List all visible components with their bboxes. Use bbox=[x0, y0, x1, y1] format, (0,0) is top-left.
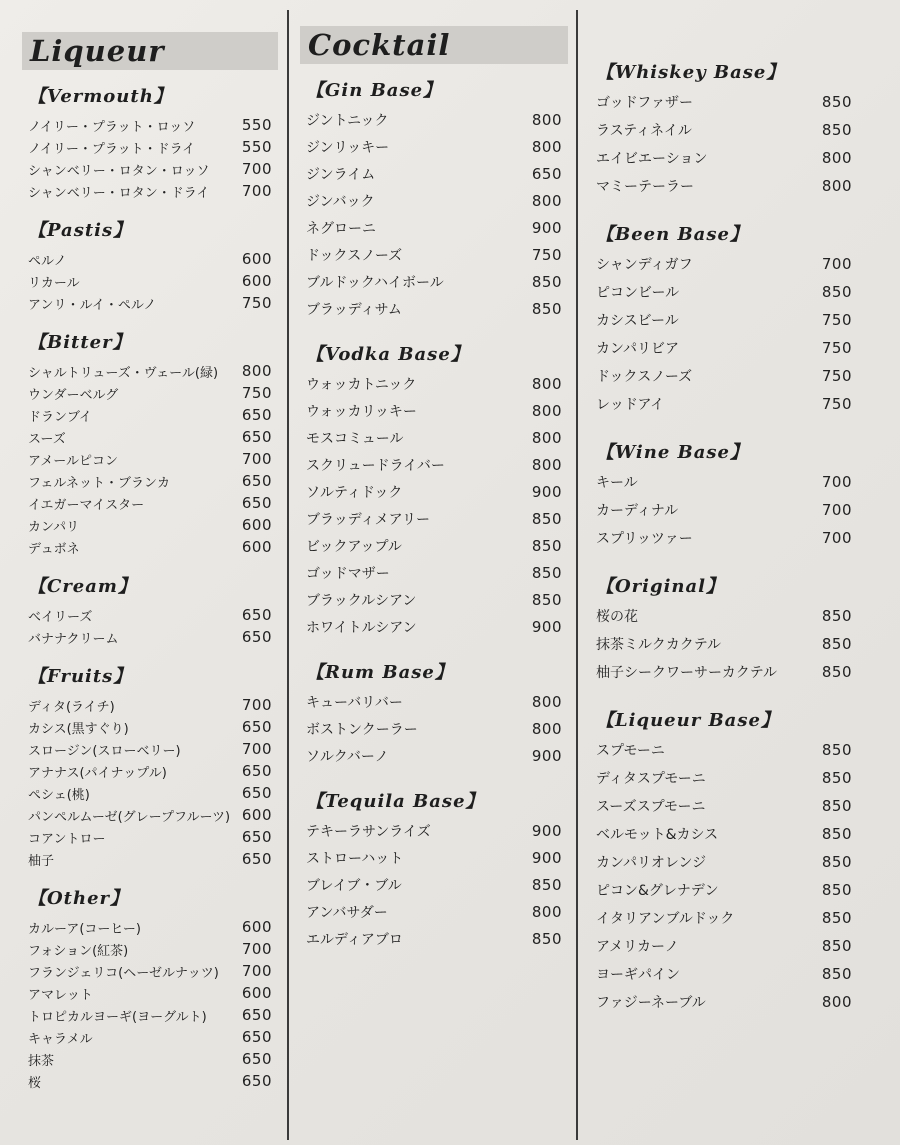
item-name: スプリッツァー bbox=[596, 531, 693, 547]
item-price: 850 bbox=[821, 965, 852, 983]
item-price: 650 bbox=[241, 828, 272, 846]
menu-item bbox=[28, 248, 278, 270]
cocktail-column-continued bbox=[596, 0, 866, 1036]
menu-item bbox=[306, 613, 568, 640]
section-heading: 【Rum Base】 bbox=[306, 662, 454, 683]
item-price: 900 bbox=[531, 218, 562, 237]
item-price: 850 bbox=[821, 881, 852, 899]
item-price: 850 bbox=[821, 635, 852, 653]
menu-item bbox=[596, 764, 866, 792]
item-price: 800 bbox=[531, 719, 562, 738]
item-name: ファジーネーブル bbox=[596, 995, 706, 1011]
menu-item bbox=[306, 214, 568, 241]
item-name: 桜の花 bbox=[596, 609, 638, 625]
item-price: 650 bbox=[241, 1072, 272, 1090]
menu-item bbox=[28, 804, 278, 826]
item-name: フェルネット・ブランカ bbox=[28, 475, 170, 491]
item-price: 750 bbox=[821, 395, 852, 413]
item-price: 850 bbox=[531, 875, 562, 894]
menu-item bbox=[596, 172, 866, 200]
item-price: 800 bbox=[531, 191, 562, 210]
section-heading: 【Liqueur Base】 bbox=[596, 710, 780, 731]
cocktail-column bbox=[306, 0, 568, 970]
menu-item bbox=[28, 360, 278, 382]
item-name: シャルトリューズ・ヴェール(緑) bbox=[28, 365, 219, 381]
item-price: 650 bbox=[241, 762, 272, 780]
menu-section bbox=[306, 340, 568, 640]
menu-section bbox=[596, 220, 866, 418]
item-price: 850 bbox=[531, 536, 562, 555]
item-price: 650 bbox=[241, 628, 272, 646]
item-price: 800 bbox=[241, 362, 272, 380]
item-name: マミーテーラー bbox=[596, 179, 694, 195]
section-heading: 【Other】 bbox=[28, 888, 130, 909]
menu-item bbox=[28, 180, 278, 202]
section-heading: 【Bitter】 bbox=[28, 332, 132, 353]
item-price: 700 bbox=[241, 160, 272, 178]
item-name: カンパリオレンジ bbox=[596, 855, 707, 871]
item-name: デュボネ bbox=[28, 541, 80, 557]
menu-item bbox=[306, 187, 568, 214]
menu-item bbox=[596, 250, 866, 278]
menu-item bbox=[306, 160, 568, 187]
item-name: スクリュードライバー bbox=[306, 457, 445, 474]
menu-item bbox=[306, 268, 568, 295]
item-name: 抹茶 bbox=[28, 1053, 55, 1069]
item-name: アマレット bbox=[28, 987, 93, 1003]
item-name: パンペルムーゼ(グレープフルーツ) bbox=[28, 809, 231, 825]
item-price: 750 bbox=[821, 339, 852, 357]
item-name: アンバサダー bbox=[306, 904, 388, 921]
section-heading: 【Been Base】 bbox=[596, 224, 749, 245]
item-name: ノイリー・プラット・ドライ bbox=[28, 141, 196, 157]
item-price: 650 bbox=[241, 428, 272, 446]
item-name: ピコンビール bbox=[596, 285, 680, 301]
column-divider-2 bbox=[576, 10, 578, 1140]
item-name: カシスビール bbox=[596, 313, 679, 329]
section-heading: 【Tequila Base】 bbox=[306, 791, 485, 812]
item-name: カンパリ bbox=[28, 519, 80, 535]
menu-item bbox=[28, 404, 278, 426]
section-heading: 【Original】 bbox=[596, 576, 726, 597]
item-name: ディタ(ライチ) bbox=[28, 699, 115, 715]
item-price: 850 bbox=[821, 663, 852, 681]
item-price: 600 bbox=[241, 272, 272, 290]
item-price: 800 bbox=[821, 993, 852, 1011]
item-name: テキーラサンライズ bbox=[306, 823, 431, 840]
menu-item bbox=[28, 826, 278, 848]
menu-item bbox=[28, 158, 278, 180]
item-price: 750 bbox=[531, 245, 562, 264]
item-name: エルディアブロ bbox=[306, 931, 403, 948]
item-price: 650 bbox=[241, 472, 272, 490]
menu-item bbox=[596, 988, 866, 1016]
item-price: 650 bbox=[241, 784, 272, 802]
item-name: ドランブイ bbox=[28, 409, 92, 425]
section-heading: 【Pastis】 bbox=[28, 220, 133, 241]
menu-item bbox=[306, 844, 568, 871]
menu-item bbox=[28, 694, 278, 716]
menu-section bbox=[596, 58, 866, 200]
item-name: アメリカーノ bbox=[596, 939, 679, 955]
item-name: ブルドックハイボール bbox=[306, 274, 444, 291]
item-price: 650 bbox=[241, 406, 272, 424]
menu-item bbox=[306, 925, 568, 952]
menu-item bbox=[596, 496, 866, 524]
menu-item bbox=[596, 960, 866, 988]
menu-item bbox=[306, 559, 568, 586]
menu-item bbox=[596, 736, 866, 764]
item-name: ブレイブ・ブル bbox=[306, 877, 402, 894]
item-price: 850 bbox=[531, 509, 562, 528]
item-name: フランジェリコ(ヘーゼルナッツ) bbox=[28, 965, 219, 981]
menu-item bbox=[306, 241, 568, 268]
menu-item bbox=[596, 306, 866, 334]
item-name: コアントロー bbox=[28, 831, 106, 847]
menu-item bbox=[596, 792, 866, 820]
item-price: 900 bbox=[531, 746, 562, 765]
item-price: 850 bbox=[531, 563, 562, 582]
column-divider-1 bbox=[287, 10, 289, 1140]
item-name: ドックスノーズ bbox=[306, 247, 403, 264]
item-price: 800 bbox=[531, 137, 562, 156]
item-price: 850 bbox=[821, 797, 852, 815]
menu-section bbox=[28, 216, 278, 314]
menu-item bbox=[596, 630, 866, 658]
menu-item bbox=[306, 688, 568, 715]
item-price: 800 bbox=[821, 177, 852, 195]
item-name: ボストンクーラー bbox=[306, 721, 418, 738]
item-price: 850 bbox=[821, 741, 852, 759]
item-price: 600 bbox=[241, 538, 272, 556]
menu-item bbox=[28, 916, 278, 938]
item-name: イタリアンブルドック bbox=[596, 911, 735, 927]
item-price: 700 bbox=[241, 740, 272, 758]
menu-item bbox=[28, 448, 278, 470]
item-name: イエガーマイスター bbox=[28, 497, 145, 513]
menu-section bbox=[596, 572, 866, 686]
menu-item bbox=[306, 106, 568, 133]
item-name: ネグローニ bbox=[306, 220, 376, 237]
item-name: ジントニック bbox=[306, 112, 389, 129]
item-name: シャンベリー・ロタン・ドライ bbox=[28, 185, 210, 201]
item-price: 650 bbox=[241, 1006, 272, 1024]
item-name: ブラッディメアリー bbox=[306, 511, 431, 528]
item-price: 550 bbox=[241, 116, 272, 134]
menu-item bbox=[596, 468, 866, 496]
menu-item bbox=[28, 492, 278, 514]
item-price: 800 bbox=[531, 374, 562, 393]
item-price: 850 bbox=[821, 769, 852, 787]
item-price: 650 bbox=[241, 1028, 272, 1046]
item-name: ジンリッキー bbox=[306, 139, 390, 156]
menu-item bbox=[28, 604, 278, 626]
menu-item bbox=[596, 602, 866, 630]
item-price: 750 bbox=[241, 294, 272, 312]
menu-item bbox=[596, 876, 866, 904]
menu-item bbox=[306, 478, 568, 505]
item-name: アメールピコン bbox=[28, 453, 118, 469]
menu-item bbox=[306, 586, 568, 613]
item-name: 抹茶ミルクカクテル bbox=[596, 637, 722, 653]
item-name: アンリ・ルイ・ペルノ bbox=[28, 297, 157, 313]
menu-item bbox=[28, 1026, 278, 1048]
item-price: 850 bbox=[531, 299, 562, 318]
item-name: カーディナル bbox=[596, 503, 679, 519]
menu-section bbox=[306, 787, 568, 952]
item-price: 850 bbox=[821, 853, 852, 871]
item-name: シャンディガフ bbox=[596, 257, 693, 273]
item-price: 850 bbox=[821, 825, 852, 843]
item-price: 850 bbox=[531, 272, 562, 291]
menu-item bbox=[306, 451, 568, 478]
menu-item bbox=[306, 424, 568, 451]
item-price: 850 bbox=[821, 283, 852, 301]
item-name: スーズ bbox=[28, 431, 66, 447]
item-name: スーズスプモーニ bbox=[596, 799, 706, 815]
menu-item bbox=[28, 1048, 278, 1070]
item-name: ベルモット&カシス bbox=[596, 827, 719, 843]
item-price: 600 bbox=[241, 806, 272, 824]
menu-section bbox=[28, 328, 278, 558]
section-heading: 【Whiskey Base】 bbox=[596, 62, 786, 83]
liqueur-title: Liqueur bbox=[22, 32, 278, 70]
menu-item bbox=[596, 658, 866, 686]
menu-item bbox=[28, 716, 278, 738]
menu-item bbox=[28, 1004, 278, 1026]
item-price: 900 bbox=[531, 821, 562, 840]
item-price: 800 bbox=[531, 692, 562, 711]
item-name: ゴッドファザー bbox=[596, 95, 694, 111]
menu-item bbox=[28, 782, 278, 804]
item-price: 700 bbox=[241, 962, 272, 980]
menu-section bbox=[596, 706, 866, 1016]
item-name: ベイリーズ bbox=[28, 609, 93, 625]
item-price: 600 bbox=[241, 516, 272, 534]
item-price: 750 bbox=[821, 367, 852, 385]
item-price: 800 bbox=[531, 902, 562, 921]
item-name: モスコミュール bbox=[306, 430, 404, 447]
item-name: キャラメル bbox=[28, 1031, 93, 1047]
item-name: ゴッドマザー bbox=[306, 565, 390, 582]
item-name: ソルクバーノ bbox=[306, 748, 389, 765]
item-price: 700 bbox=[821, 501, 852, 519]
section-heading: 【Cream】 bbox=[28, 576, 137, 597]
item-name: カシス(黒すぐり) bbox=[28, 721, 129, 737]
menu-item bbox=[28, 960, 278, 982]
menu-item bbox=[28, 292, 278, 314]
liqueur-column bbox=[28, 0, 278, 1106]
menu-section bbox=[306, 76, 568, 322]
item-name: キール bbox=[596, 475, 638, 491]
item-name: ウォッカリッキー bbox=[306, 403, 417, 420]
menu-item bbox=[596, 390, 866, 418]
menu-item bbox=[28, 536, 278, 558]
menu-item bbox=[28, 626, 278, 648]
item-price: 750 bbox=[821, 311, 852, 329]
item-price: 800 bbox=[531, 110, 562, 129]
section-heading: 【Wine Base】 bbox=[596, 442, 750, 463]
menu-item bbox=[28, 982, 278, 1004]
item-name: ノイリー・プラット・ロッソ bbox=[28, 119, 196, 135]
item-price: 850 bbox=[821, 121, 852, 139]
item-price: 800 bbox=[531, 428, 562, 447]
menu-item bbox=[306, 295, 568, 322]
menu-item bbox=[306, 133, 568, 160]
menu-item bbox=[596, 362, 866, 390]
item-name: リカール bbox=[28, 275, 80, 291]
menu-item bbox=[596, 116, 866, 144]
item-price: 800 bbox=[531, 401, 562, 420]
menu-item bbox=[28, 470, 278, 492]
menu-item bbox=[596, 524, 866, 552]
menu-section bbox=[596, 438, 866, 552]
item-name: ピコン&グレナデン bbox=[596, 883, 719, 899]
menu-item bbox=[596, 278, 866, 306]
menu-item bbox=[596, 820, 866, 848]
item-name: カルーア(コーヒー) bbox=[28, 921, 141, 937]
item-name: スロージン(スローベリー) bbox=[28, 743, 181, 759]
item-name: ソルティドック bbox=[306, 484, 403, 501]
item-price: 850 bbox=[821, 909, 852, 927]
item-name: ジンバック bbox=[306, 193, 375, 210]
item-name: 柚子シークワーサーカクテル bbox=[596, 665, 778, 681]
item-name: ペシェ(桃) bbox=[28, 787, 90, 803]
item-name: レッドアイ bbox=[596, 397, 665, 413]
item-name: アナナス(パイナップル) bbox=[28, 765, 167, 781]
item-name: ホワイトルシアン bbox=[306, 619, 417, 636]
item-price: 850 bbox=[531, 929, 562, 948]
menu-item bbox=[306, 370, 568, 397]
item-price: 900 bbox=[531, 617, 562, 636]
item-name: ヨーギパイン bbox=[596, 967, 680, 983]
menu-section bbox=[28, 82, 278, 202]
item-price: 800 bbox=[821, 149, 852, 167]
item-name: カンパリビア bbox=[596, 341, 680, 357]
menu-item bbox=[28, 1070, 278, 1092]
menu-item bbox=[306, 742, 568, 769]
section-heading: 【Fruits】 bbox=[28, 666, 133, 687]
item-price: 600 bbox=[241, 250, 272, 268]
menu-item bbox=[596, 88, 866, 116]
menu-item bbox=[28, 760, 278, 782]
item-name: ジンライム bbox=[306, 166, 376, 183]
item-name: ストローハット bbox=[306, 850, 404, 867]
menu-section bbox=[28, 884, 278, 1092]
menu-item bbox=[28, 738, 278, 760]
item-price: 700 bbox=[821, 473, 852, 491]
item-name: トロピカルヨーギ(ヨーグルト) bbox=[28, 1009, 207, 1025]
item-price: 700 bbox=[821, 529, 852, 547]
item-price: 600 bbox=[241, 984, 272, 1002]
item-price: 700 bbox=[241, 940, 272, 958]
item-name: ペルノ bbox=[28, 253, 67, 269]
item-price: 850 bbox=[531, 590, 562, 609]
menu-item bbox=[28, 848, 278, 870]
item-price: 650 bbox=[241, 1050, 272, 1068]
item-price: 600 bbox=[241, 918, 272, 936]
section-heading: 【Vermouth】 bbox=[28, 86, 173, 107]
item-name: バナナクリーム bbox=[28, 631, 119, 647]
item-name: ブラックルシアン bbox=[306, 592, 417, 609]
menu-item bbox=[306, 871, 568, 898]
item-price: 850 bbox=[821, 93, 852, 111]
item-price: 700 bbox=[241, 696, 272, 714]
menu-item bbox=[306, 817, 568, 844]
item-price: 650 bbox=[241, 718, 272, 736]
item-name: スプモーニ bbox=[596, 743, 665, 759]
menu-section bbox=[306, 658, 568, 769]
section-heading: 【Gin Base】 bbox=[306, 80, 443, 101]
item-price: 650 bbox=[241, 494, 272, 512]
item-name: 桜 bbox=[28, 1075, 42, 1091]
menu-item bbox=[28, 938, 278, 960]
item-price: 850 bbox=[821, 607, 852, 625]
item-name: ウンダーベルグ bbox=[28, 387, 119, 403]
menu-item bbox=[596, 144, 866, 172]
cocktail-title: Cocktail bbox=[300, 26, 568, 64]
item-name: ドックスノーズ bbox=[596, 369, 693, 385]
menu-item bbox=[596, 904, 866, 932]
menu-item bbox=[596, 932, 866, 960]
menu-section bbox=[28, 662, 278, 870]
item-name: 柚子 bbox=[28, 853, 55, 869]
item-name: ラスティネイル bbox=[596, 123, 692, 139]
item-name: シャンベリー・ロタン・ロッソ bbox=[28, 163, 210, 179]
menu-item bbox=[28, 426, 278, 448]
menu-item bbox=[306, 898, 568, 925]
item-price: 650 bbox=[241, 606, 272, 624]
item-price: 800 bbox=[531, 455, 562, 474]
menu-item bbox=[306, 505, 568, 532]
item-name: ウォッカトニック bbox=[306, 376, 417, 393]
menu-item bbox=[306, 397, 568, 424]
menu-section bbox=[28, 572, 278, 648]
item-price: 700 bbox=[821, 255, 852, 273]
menu-item bbox=[306, 532, 568, 559]
item-price: 900 bbox=[531, 482, 562, 501]
menu-item bbox=[28, 136, 278, 158]
item-name: エイビエーション bbox=[596, 151, 708, 167]
item-name: ディタスプモーニ bbox=[596, 771, 706, 787]
item-name: ビックアップル bbox=[306, 538, 402, 555]
item-price: 850 bbox=[821, 937, 852, 955]
item-name: キューバリバー bbox=[306, 694, 403, 711]
item-price: 550 bbox=[241, 138, 272, 156]
item-price: 700 bbox=[241, 450, 272, 468]
item-price: 650 bbox=[531, 164, 562, 183]
menu-item bbox=[596, 848, 866, 876]
item-price: 900 bbox=[531, 848, 562, 867]
section-heading: 【Vodka Base】 bbox=[306, 344, 470, 365]
item-price: 650 bbox=[241, 850, 272, 868]
item-name: ブラッディサム bbox=[306, 301, 402, 318]
item-price: 750 bbox=[241, 384, 272, 402]
item-name: フォション(紅茶) bbox=[28, 943, 129, 959]
menu-item bbox=[28, 514, 278, 536]
menu-item bbox=[596, 334, 866, 362]
menu-item bbox=[28, 270, 278, 292]
menu-item bbox=[28, 114, 278, 136]
menu-item bbox=[306, 715, 568, 742]
menu-item bbox=[28, 382, 278, 404]
item-price: 700 bbox=[241, 182, 272, 200]
